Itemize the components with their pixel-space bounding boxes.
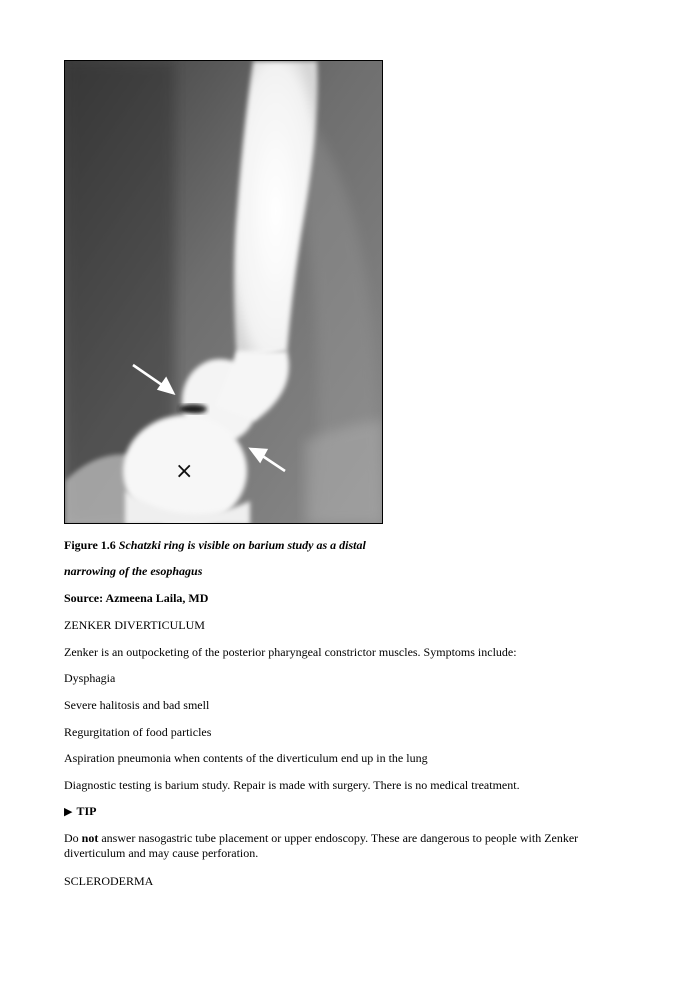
zenker-diagnosis: Diagnostic testing is barium study. Repair is made with surgery. There is no medical treatment. (64, 778, 520, 792)
stomach-marker-x: × (175, 459, 194, 484)
tip-text-emphasis: not (81, 831, 99, 845)
triangle-right-icon: ▶ (64, 806, 73, 818)
figure-caption-text: Schatzki ring is visible on barium study as a distal (118, 538, 366, 552)
symptom-item: Dysphagia (64, 671, 116, 685)
symptom-item: Severe halitosis and bad smell (64, 698, 210, 712)
figure-caption-line1 (64, 538, 366, 553)
section-heading-zenker: ZENKER DIVERTICULUM (64, 618, 205, 632)
tip-text (64, 831, 624, 861)
tip-text-after: answer nasogastric tube placement or upper endoscopy. These are dangerous to people with Zenker diverticulum and may cause perforation. (64, 831, 579, 860)
figure-source: Source: Azmeena Laila, MD (64, 591, 209, 605)
tip-text-before: Do (64, 831, 82, 845)
figure-label: Figure 1.6 (64, 538, 116, 552)
section-heading-scleroderma: SCLERODERMA (64, 874, 154, 888)
symptom-item: Aspiration pneumonia when contents of the diverticulum end up in the lung (64, 751, 428, 765)
symptom-item: Regurgitation of food particles (64, 725, 212, 739)
tip-heading (64, 804, 96, 820)
barium-study-image (64, 60, 383, 524)
zenker-intro: Zenker is an outpocketing of the posterior pharyngeal constrictor muscles. Symptoms include: (64, 645, 517, 659)
figure-caption-line2: narrowing of the esophagus (64, 564, 203, 578)
tip-label: TIP (76, 804, 97, 818)
